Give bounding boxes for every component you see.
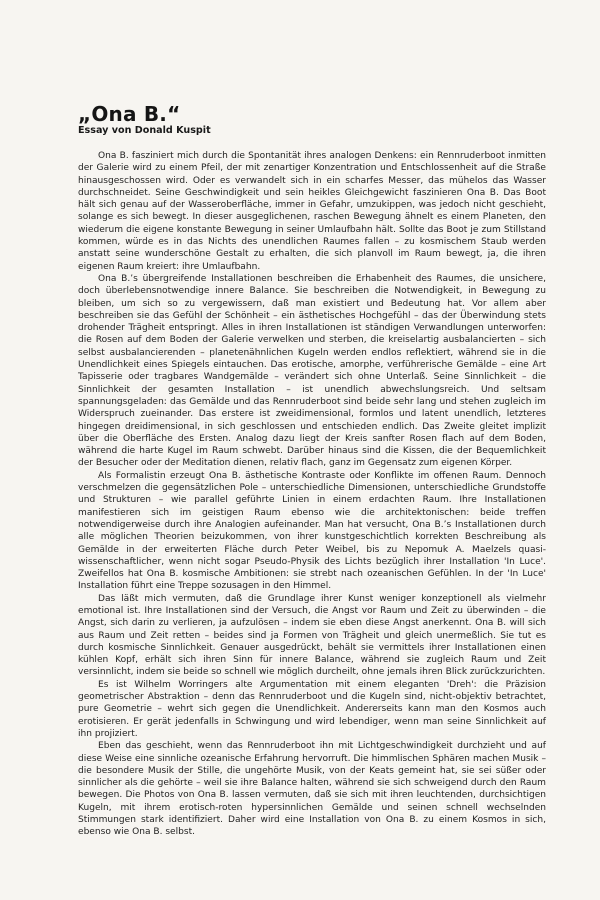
- essay-byline: Essay von Donald Kuspit: [78, 125, 211, 136]
- essay-body: [78, 150, 546, 839]
- paragraph: Eben das geschieht, wenn das Rennruderboot ihn mit Lichtgeschwindigkeit durchzieht und auf diese Weise eine sinnliche ozeanische Erfahrung hervorruft. Die himmlischen Sphären machen Musik – die besondere Musik der Stille, die ungehörte Musik, von der Keats gemeint hat, sie sei süßer oder sinnlicher als die gehörte – weil sie ihre Balance halten, während sie sich schweigend durch den Raum bewegen. Die Photos von Ona B. lassen vermuten, daß sie sich mit ihren leuchtenden, durchsichtigen Kugeln, mit ihrem erotisch-roten hypersinnlichen Gemälde und seinen schnell wechselnden Stimmungen stark identifiziert. Daher wird eine Installation von Ona B. zu einem Kosmos in sich, ebenso wie Ona B. selbst.: [78, 741, 546, 838]
- paragraph: Ona B. fasziniert mich durch die Spontanität ihres analogen Denkens: ein Rennruderboot inmitten der Galerie wird zu einem Pfeil, der mit zenartiger Konzentration und Entschlossenheit auf die Straße hinausgeschossen wird. Oder es verwandelt sich in ein scharfes Messer, das mühelos das Wasser durchschneidet. Seine Geschwindigkeit und sein heikles Gleichgewicht faszinieren Ona B. Das Boot hält sich genau auf der Wasseroberfläche, immer in Gefahr, umzukippen, was jedoch nicht geschieht, solange es sich bewegt. In dieser ausgeglichenen, raschen Bewegung ähnelt es einem Planeten, den wiederum die eigene konstante Bewegung in seiner Umlaufbahn hält. Sollte das Boot je zum Stillstand kommen, würde es in das Nichts des unendlichen Raumes fallen – zu kosmischem Staub werden anstatt seine wunderschöne Gestalt zu erhalten, die sich planvoll im Raum bewegt, ja, die ihren eigenen Raum kreiert: ihre Umlaufbahn.: [78, 151, 546, 272]
- paragraph: Als Formalistin erzeugt Ona B. ästhetische Kontraste oder Konflikte im offenen Raum. Dennoch verschmelzen die gegensätzlichen Pole – unterschiedliche Dimensionen, unterschiedliche Grundstoffe und Strukturen – wie parallel geführte Linien in einem erdachten Raum. Ihre Installationen manifestieren sich im geistigen Raum ebenso wie die architektonischen: beide treffen notwendigerweise durch ihre Analogien aufeinander. Man hat versucht, Ona B.’s Installationen durch alle möglichen Theorien beizukommen, von ihrer kunstgeschichtlich korrekten Beschreibung als Gemälde in der erweiterten Fläche durch Peter Weibel, bis zu Nepomuk A. Maelzels quasi-wissenschaftlicher, wenn nicht sogar Pseudo-Physik des Lichts bezüglich ihrer Installation 'In Luce'. Zweifellos hat Ona B. kosmische Ambitionen: sie strebt nach ozeanischen Gefühlen. In der 'In Luce' Installation führt eine Treppe sozusagen in den Himmel.: [78, 470, 546, 592]
- paragraph: Es ist Wilhelm Worringers alte Argumentation mit einem eleganten 'Dreh': die Präzision geometrischer Abstraktion – denn das Rennruderboot und die Kugeln sind, nicht-objektiv betrachtet, pure Geometrie – wehrt sich gegen die Unendlichkeit. Andererseits kann man den Kosmos auch erotisieren. Er gerät jedenfalls in Schwingung und wird lebendiger, wenn man seine Sinnlichkeit auf ihn projiziert.: [78, 679, 546, 739]
- paragraph: Ona B.’s übergreifende Installationen beschreiben die Erhabenheit des Raumes, die unsichere, doch überlebensnotwendige innere Balance. Sie beschreiben die Notwendigkeit, in Bewegung zu bleiben, um sich so zu vergewissern, daß man existiert und Bedeutung hat. Vor allem aber beschreiben sie das Gefühl der Schönheit – ein ästhetisches Hochgefühl – das der Überwindung stets drohender Trägheit entspringt. Alles in ihren Installationen ist ständigen Verwandlungen unterworfen: die Rosen auf dem Boden der Galerie verwelken und sterben, die kreiselartig ausbalancierten – sich selbst ausbalancierenden – planetenähnlichen Kugeln werden endlos reflektiert, während sie in die Unendlichkeit eines Spiegels eintauchen. Das erotische, amorphe, verführerische Gemälde – eine Art Tapisserie oder tragbares Wandgemälde – verändert sich ohne Unterlaß. Seine Sinnlichkeit – die Sinnlichkeit der gesamten Installation – ist unendlich abwechslungsreich. Und seltsam spannungsgeladen: das Gemälde und das Rennruderboot sind beide sehr lang und stehen zugleich im Widerspruch zueinander. Das erstere ist zweidimensional, formlos und latent unendlich, letzteres hingegen dreidimensional, in sich geschlossen und entschieden endlich. Das Zweite gleitet implizit über die Oberfläche des Ersten. Analog dazu liegt der Kreis sanfter Rosen flach auf dem Boden, während die harte Kugel im Raum schwebt. Darüber hinaus sind die Kissen, die der Bequemlichkeit der Besucher oder der Meditation dienen, relativ flach, ganz im Gegensatz zum eigenen Körper.: [78, 273, 546, 469]
- paragraph: Das läßt mich vermuten, daß die Grundlage ihrer Kunst weniger konzeptionell als vielmehr emotional ist. Ihre Installationen sind der Versuch, die Angst vor Raum und Zeit zu überwinden – die Angst, sich darin zu verlieren, ja aufzulösen – indem sie eben diese Angst anerkennt. Ona B. will sich aus Raum und Zeit retten – beides sind ja Formen von Trägheit und gleich unermeßlich. Sie tut es durch kosmische Sinnlichkeit. Genauer ausgedrückt, behält sie vermittels ihrer Installationen einen kühlen Kopf, erhält sich ihren Sinn für innere Balance, während sie zugleich Raum und Zeit versinnlicht, indem sie beide so schnell wie möglich durcheilt, ohne jemals ihren Blick zurückzurichten.: [78, 593, 546, 678]
- essay-title: „Ona B.“: [78, 102, 181, 126]
